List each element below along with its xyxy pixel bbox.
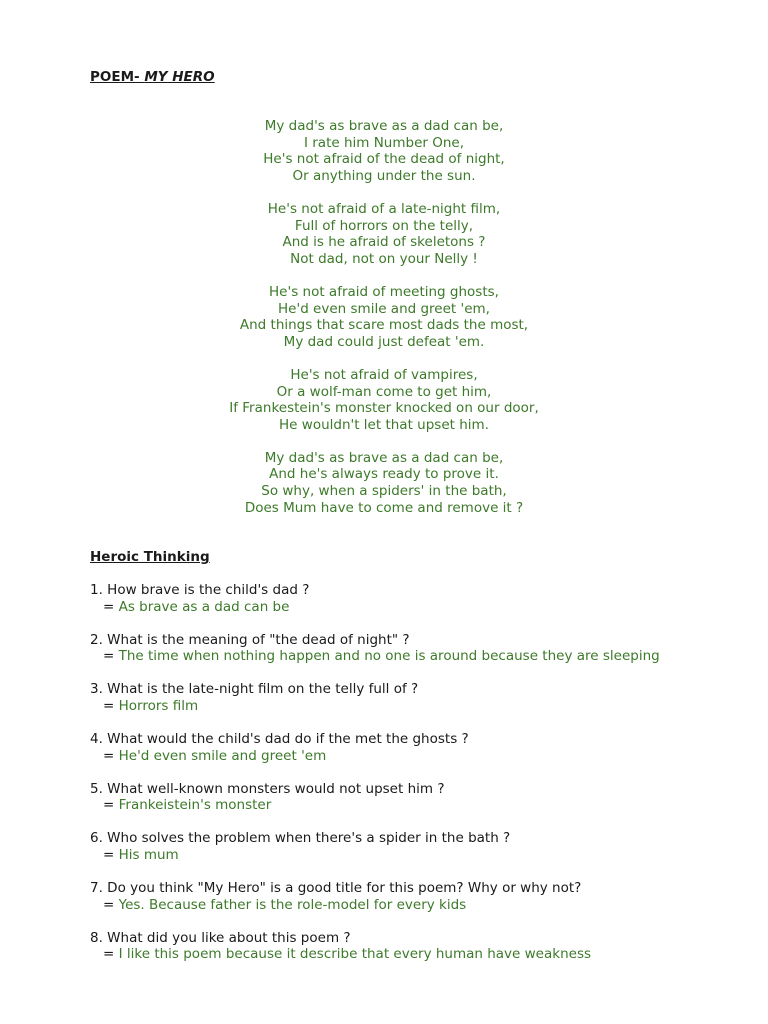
poem-line: He's not afraid of a late-night film, — [267, 200, 501, 217]
answer-prefix: = — [103, 648, 119, 665]
poem-line: He wouldn't let that upset him. — [279, 416, 489, 433]
poem-line: He'd even smile and greet 'em, — [278, 300, 490, 317]
poem-line: Does Mum have to come and remove it ? — [244, 499, 524, 516]
stanza-4 — [0, 367, 768, 433]
answer-prefix: = — [103, 946, 119, 963]
poem-line: My dad's as brave as a dad can be, — [264, 118, 504, 134]
answer-text: Yes. Because father is the role-model for every kids — [118, 896, 467, 913]
poem-line: And things that scare most dads the most, — [239, 317, 529, 334]
poem-line: He's not afraid of vampires, — [290, 366, 478, 383]
poem-line: So why, when a spiders' in the bath, — [261, 483, 507, 500]
question-text: 4. What would the child's dad do if the met the ghosts ? — [90, 731, 469, 748]
poem-line: And he's always ready to prove it. — [269, 466, 499, 483]
question-item-6 — [90, 830, 750, 863]
answer-row — [90, 847, 750, 864]
answer-row — [90, 797, 750, 814]
poem-title — [90, 68, 215, 86]
answer-text: As brave as a dad can be — [118, 598, 290, 615]
poem-line: My dad's as brave as a dad can be, — [264, 449, 504, 466]
answer-prefix: = — [103, 747, 119, 764]
stanza-3 — [0, 284, 768, 350]
question-list — [90, 582, 750, 980]
poem-line: I rate him Number One, — [303, 134, 465, 151]
answer-row — [90, 698, 750, 715]
question-text: 3. What is the late-night film on the telly full of ? — [90, 681, 419, 698]
stanza-1 — [0, 118, 768, 184]
question-item-7 — [90, 880, 750, 913]
poem-title-name: MY HERO — [144, 69, 215, 85]
answer-prefix: = — [103, 797, 119, 814]
answer-row — [90, 748, 750, 765]
poem-line: Not dad, not on your Nelly ! — [290, 250, 478, 267]
poem-title-prefix: POEM- — [90, 69, 145, 85]
question-text: 8. What did you like about this poem ? — [90, 929, 351, 946]
poem-line: He's not afraid of meeting ghosts, — [269, 283, 499, 300]
answer-row — [90, 946, 750, 963]
question-text: 6. Who solves the problem when there's a spider in the bath ? — [90, 830, 511, 847]
poem-line: He's not afraid of the dead of night, — [263, 151, 505, 168]
answer-prefix: = — [103, 598, 119, 615]
poem-line: And is he afraid of skeletons ? — [282, 234, 486, 251]
answer-prefix: = — [103, 847, 119, 864]
answer-text: His mum — [118, 847, 179, 864]
poem-line: Or anything under the sun. — [292, 167, 476, 184]
question-item-5 — [90, 781, 750, 814]
stanza-5 — [0, 450, 768, 516]
question-item-3 — [90, 681, 750, 714]
poem-body — [0, 118, 768, 533]
question-text: 1. How brave is the child's dad ? — [90, 582, 310, 598]
answer-text: He'd even smile and greet 'em — [118, 747, 327, 764]
question-item-2 — [90, 632, 750, 665]
poem-line: If Frankestein's monster knocked on our door, — [229, 400, 539, 417]
answer-row — [90, 599, 750, 616]
section-heading: Heroic Thinking — [90, 549, 210, 565]
question-text: 2. What is the meaning of "the dead of night" ? — [90, 631, 410, 648]
answer-text: Frankeistein's monster — [118, 797, 272, 814]
answer-text: Horrors film — [118, 697, 199, 714]
stanza-2 — [0, 201, 768, 267]
poem-line: Full of horrors on the telly, — [294, 217, 474, 234]
answer-row — [90, 897, 750, 914]
question-item-8 — [90, 930, 750, 963]
answer-prefix: = — [103, 896, 119, 913]
question-text: 7. Do you think "My Hero" is a good title for this poem? Why or why not? — [90, 880, 582, 897]
answer-text: The time when nothing happen and no one is around because they are sleeping — [118, 648, 660, 665]
answer-row — [90, 648, 750, 665]
poem-line: My dad could just defeat 'em. — [283, 333, 485, 350]
answer-prefix: = — [103, 697, 119, 714]
question-item-4 — [90, 731, 750, 764]
poem-line: Or a wolf-man come to get him, — [276, 383, 492, 400]
answer-text: I like this poem because it describe that every human have weakness — [118, 946, 592, 963]
question-text: 5. What well-known monsters would not upset him ? — [90, 780, 445, 797]
question-item-1 — [90, 582, 750, 615]
